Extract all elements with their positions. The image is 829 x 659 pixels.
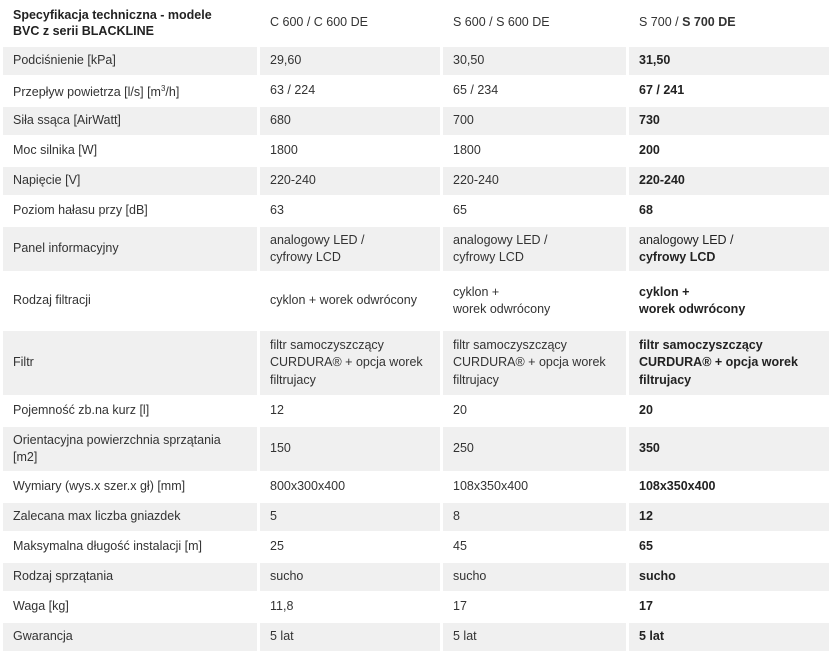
table-row <box>3 397 829 425</box>
cell-line: 8 <box>453 509 460 524</box>
column-header-s700-plain: S 700 / <box>639 15 683 30</box>
cell-line: 5 lat <box>639 629 665 644</box>
cell-s600 <box>443 473 626 501</box>
cell-line: 12 <box>270 403 284 418</box>
cell-line: cyfrowy LCD <box>453 250 524 264</box>
cell-line: analogowy LED / <box>639 232 734 247</box>
table-row <box>3 623 829 651</box>
column-header-c600: C 600 / C 600 DE <box>260 1 440 45</box>
cell-line: filtr samoczyszczący <box>453 337 567 352</box>
cell-s700 <box>629 107 829 135</box>
table-row <box>3 593 829 621</box>
cell-line: 63 <box>270 203 284 218</box>
cell-line: CURDURA® + opcja worek <box>453 355 606 370</box>
cell-c600 <box>260 427 440 471</box>
cell-s600 <box>443 331 626 395</box>
table-row <box>3 331 829 395</box>
row-label: Wymiary (wys.x szer.x gł) [mm] <box>3 473 257 501</box>
cell-s700 <box>629 427 829 471</box>
cell-s600 <box>443 623 626 651</box>
cell-line: cyklon + worek odwrócony <box>270 293 417 308</box>
cell-s600 <box>443 273 626 329</box>
cell-c600 <box>260 227 440 271</box>
cell-line: 1800 <box>270 143 298 158</box>
cell-line: 108x350x400 <box>453 479 529 494</box>
cell-line: 20 <box>453 403 467 418</box>
cell-s700 <box>629 397 829 425</box>
row-label: Panel informacyjny <box>3 227 257 271</box>
cell-c600 <box>260 397 440 425</box>
cell-c600 <box>260 473 440 501</box>
cell-s600 <box>443 227 626 271</box>
cell-line: cyklon + <box>453 284 500 299</box>
cell-line: 29,60 <box>270 53 302 68</box>
cell-line: 17 <box>639 599 653 614</box>
cell-line: 65 <box>453 203 467 218</box>
row-label: Waga [kg] <box>3 593 257 621</box>
cell-line: cyfrowy LCD <box>639 250 716 264</box>
cell-s700 <box>629 77 829 105</box>
cell-line: CURDURA® + opcja worek <box>639 355 798 370</box>
cell-s700 <box>629 533 829 561</box>
cell-c600 <box>260 623 440 651</box>
cell-line: 63 / 224 <box>270 83 316 98</box>
cell-s600 <box>443 563 626 591</box>
cell-line: 150 <box>270 441 291 456</box>
cell-s700 <box>629 473 829 501</box>
cell-line: 65 / 234 <box>453 83 499 98</box>
table-body <box>3 47 829 651</box>
table-row <box>3 563 829 591</box>
cell-line: 5 lat <box>270 629 294 644</box>
cell-s600 <box>443 533 626 561</box>
cell-c600 <box>260 273 440 329</box>
cell-s700 <box>629 47 829 75</box>
cell-c600 <box>260 167 440 195</box>
cell-c600 <box>260 197 440 225</box>
cell-s700 <box>629 197 829 225</box>
row-label: Zalecana max liczba gniazdek <box>3 503 257 531</box>
cell-line: 220-240 <box>453 173 499 188</box>
cell-s600 <box>443 503 626 531</box>
cell-c600 <box>260 137 440 165</box>
cell-s700 <box>629 227 829 271</box>
cell-c600 <box>260 503 440 531</box>
table-row <box>3 503 829 531</box>
cell-line: CURDURA® + opcja worek <box>270 355 423 370</box>
table-title <box>3 1 257 45</box>
cell-line: 30,50 <box>453 53 485 68</box>
cell-line: 5 lat <box>453 629 477 644</box>
row-label-text: Przepływ powietrza [l/s] $[m^3/h]$ <box>13 84 180 100</box>
table-row <box>3 77 829 105</box>
row-label: Maksymalna długość instalacji [m] <box>3 533 257 561</box>
table-row <box>3 197 829 225</box>
cell-line: sucho <box>639 569 676 584</box>
cell-line: 45 <box>453 539 467 554</box>
cell-line: cyklon + <box>639 284 690 299</box>
cell-line: analogowy LED / <box>453 232 548 247</box>
cell-c600 <box>260 331 440 395</box>
row-label: Poziom hałasu przy [dB] <box>3 197 257 225</box>
table-title-line2: BVC z serii BLACKLINE <box>13 24 154 38</box>
cell-line: worek odwrócony <box>453 302 551 316</box>
cell-s600 <box>443 427 626 471</box>
cell-line: 220-240 <box>639 173 685 188</box>
table-row <box>3 137 829 165</box>
cell-line: 700 <box>453 113 474 128</box>
cell-s700 <box>629 331 829 395</box>
cell-s600 <box>443 197 626 225</box>
cell-line: 200 <box>639 143 660 158</box>
table-row <box>3 47 829 75</box>
row-label: Siła ssąca [AirWatt] <box>3 107 257 135</box>
table-row <box>3 167 829 195</box>
cell-c600 <box>260 77 440 105</box>
cell-s600 <box>443 137 626 165</box>
cell-s700 <box>629 623 829 651</box>
cell-s600 <box>443 397 626 425</box>
row-label: Napięcie [V] <box>3 167 257 195</box>
header-row <box>3 1 829 45</box>
cell-line: filtrujacy <box>453 372 499 387</box>
cell-c600 <box>260 47 440 75</box>
cell-c600 <box>260 593 440 621</box>
cell-c600 <box>260 533 440 561</box>
cell-line: filtr samoczyszczący <box>639 337 763 352</box>
cell-line: 800x300x400 <box>270 479 346 494</box>
cell-c600 <box>260 107 440 135</box>
cell-line: 20 <box>639 403 653 418</box>
cell-s700 <box>629 167 829 195</box>
cell-s700 <box>629 273 829 329</box>
column-header-s700 <box>629 1 829 45</box>
cell-line: 108x350x400 <box>639 479 716 494</box>
cell-s600 <box>443 107 626 135</box>
table-row <box>3 273 829 329</box>
row-label: Orientacyjna powierzchnia sprzątania [m2] <box>3 427 257 471</box>
cell-s700 <box>629 593 829 621</box>
cell-line: 5 <box>270 509 277 524</box>
row-label: Rodzaj filtracji <box>3 273 257 329</box>
cell-line: 12 <box>639 509 653 524</box>
cell-line: 350 <box>639 441 660 456</box>
cell-line: 680 <box>270 113 291 128</box>
cell-line: filtrujacy <box>639 372 692 387</box>
table-title-line1: Specyfikacja techniczna - modele <box>13 8 212 22</box>
cell-line: 11,8 <box>270 599 294 614</box>
cell-line: worek odwrócony <box>639 302 746 316</box>
cell-line: 730 <box>639 113 660 128</box>
cell-line: 68 <box>639 203 653 218</box>
column-header-s700-bold: S 700 DE <box>682 15 736 30</box>
cell-line: sucho <box>453 569 487 584</box>
cell-line: 220-240 <box>270 173 316 188</box>
row-label: Moc silnika [W] <box>3 137 257 165</box>
cell-line: 31,50 <box>639 53 671 68</box>
cell-line: 65 <box>639 539 653 554</box>
column-header-s600: S 600 / S 600 DE <box>443 1 626 45</box>
cell-s700 <box>629 503 829 531</box>
table-row <box>3 533 829 561</box>
cell-c600 <box>260 563 440 591</box>
cell-s600 <box>443 47 626 75</box>
table-row <box>3 227 829 271</box>
cell-line: filtr samoczyszczący <box>270 337 384 352</box>
cell-s700 <box>629 137 829 165</box>
cell-s600 <box>443 167 626 195</box>
table-row <box>3 473 829 501</box>
cell-line: cyfrowy LCD <box>270 250 341 264</box>
cell-s600 <box>443 77 626 105</box>
cell-line: 67 / 241 <box>639 83 685 98</box>
cell-s600 <box>443 593 626 621</box>
cell-line: 17 <box>453 599 467 614</box>
row-label: Filtr <box>3 331 257 395</box>
cell-line: analogowy LED / <box>270 232 365 247</box>
row-label: Rodzaj sprzątania <box>3 563 257 591</box>
cell-line: 1800 <box>453 143 481 158</box>
row-label: Gwarancja <box>3 623 257 651</box>
row-label <box>3 77 257 105</box>
cell-line: 25 <box>270 539 284 554</box>
row-label: Pojemność zb.na kurz [l] <box>3 397 257 425</box>
table-row <box>3 107 829 135</box>
cell-line: filtrujacy <box>270 372 316 387</box>
cell-s700 <box>629 563 829 591</box>
row-label: Podciśnienie [kPa] <box>3 47 257 75</box>
cell-line: sucho <box>270 569 304 584</box>
table-row <box>3 427 829 471</box>
cell-line: 250 <box>453 441 474 456</box>
